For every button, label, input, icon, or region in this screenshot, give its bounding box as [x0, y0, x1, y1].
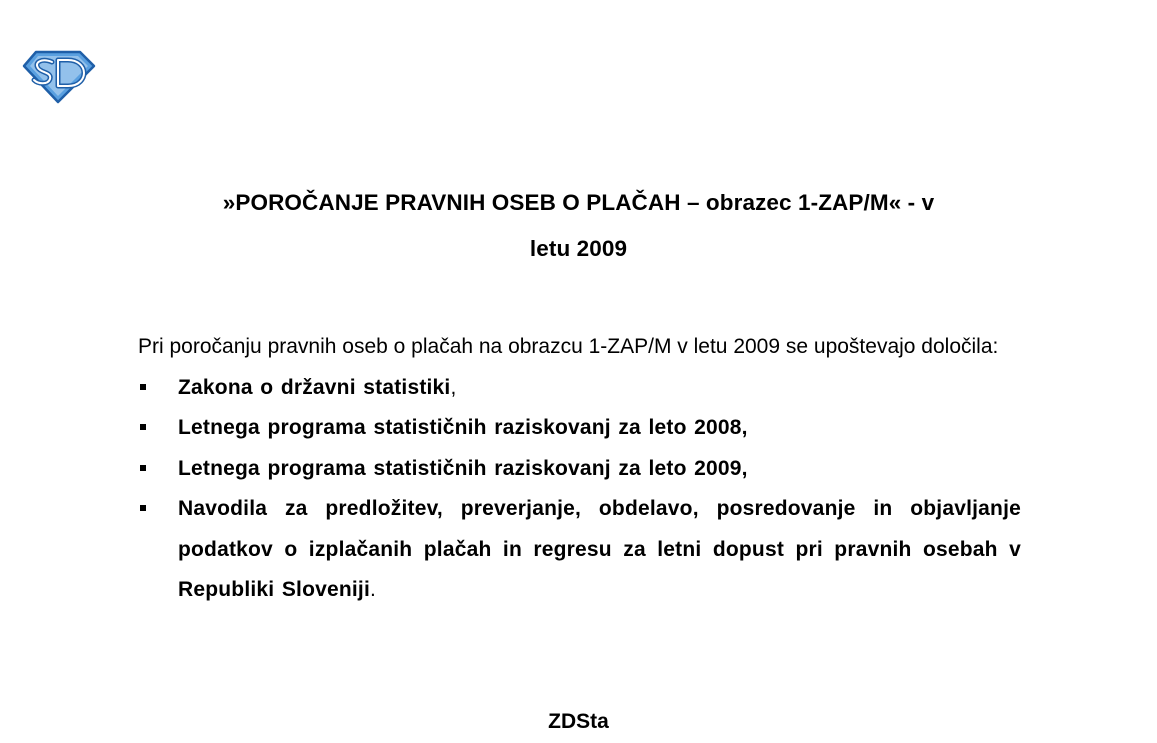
intro-paragraph: Pri poročanju pravnih oseb o plačah na obrazcu 1-ZAP/M v letu 2009 se upoštevajo določila:	[138, 335, 999, 358]
list-item	[138, 408, 1021, 449]
document-title-line-1: »POROČANJE PRAVNIH OSEB O PLAČAH – obrazec 1-ZAP/M« - v	[222, 190, 935, 215]
legal-basis-list	[138, 368, 1021, 611]
square-bullet-icon	[140, 424, 146, 430]
square-bullet-icon	[140, 465, 146, 471]
list-item-text: Zakona o državni statistiki	[178, 375, 451, 399]
list-item-text: Navodila za predložitev, preverjanje, obdelavo, posredovanje in objavljanje podatkov o izplačanih plačah in regresu za letni dopust pri pravnih osebah v Republiki Sloveniji	[178, 497, 1021, 601]
list-item-punctuation: .	[370, 578, 377, 601]
sd-shield-logo	[22, 48, 96, 104]
list-item-text: Letnega programa statističnih raziskovanj za leto 2009,	[178, 456, 748, 480]
list-item	[138, 368, 1021, 409]
list-item-punctuation: ,	[450, 375, 457, 399]
list-item-text: Letnega programa statističnih raziskovanj za leto 2008,	[178, 416, 748, 439]
list-item	[138, 449, 1021, 490]
page-footer: ZDSta	[548, 710, 609, 733]
document-title-line-2: letu 2009	[529, 236, 628, 261]
shield-logo-icon	[22, 48, 96, 104]
square-bullet-icon	[140, 505, 146, 511]
square-bullet-icon	[140, 384, 146, 390]
document-title	[100, 180, 1057, 272]
list-item	[138, 489, 1021, 611]
document-body	[138, 327, 1021, 611]
